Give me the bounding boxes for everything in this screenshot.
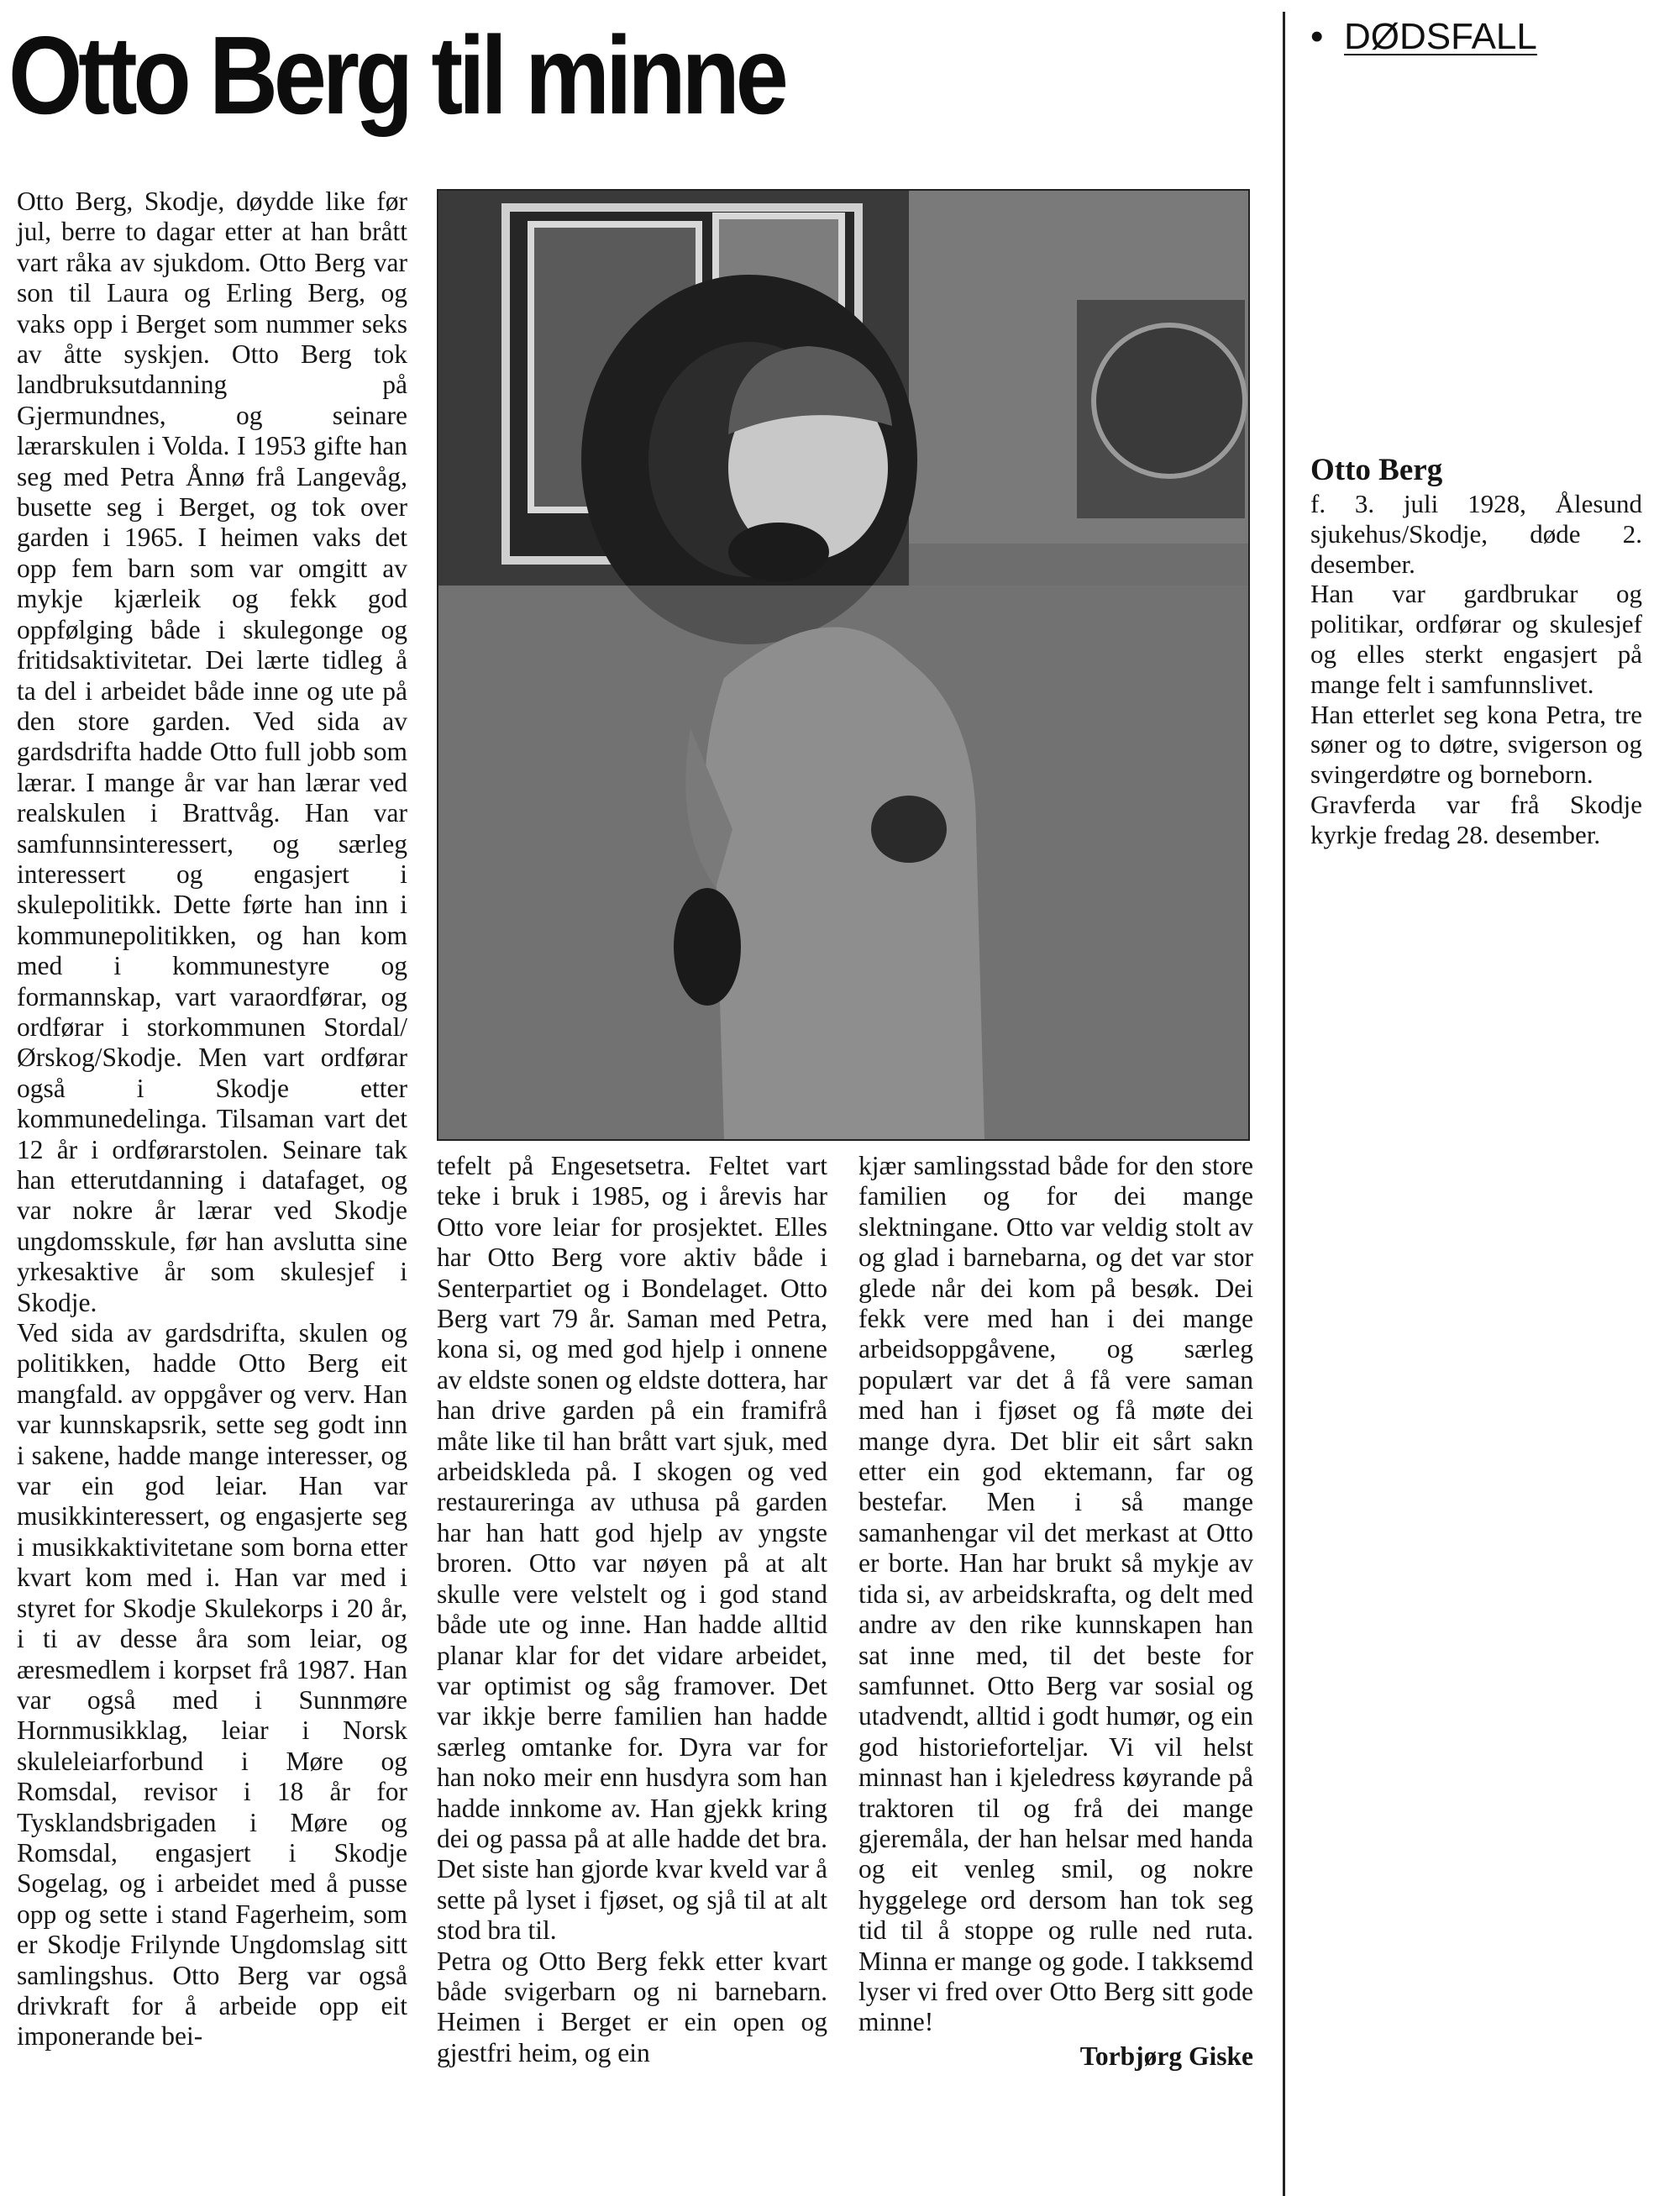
factbox-line: Han etterlet seg kona Petra, tre søner og to døtre, svigerson og svingerdøtre og borneborn. [1310,699,1642,790]
obituary-factbox [1310,454,1642,850]
headline: Otto Berg til minne [8,13,785,137]
photo-illustration [438,191,1248,1139]
factbox-line: f. 3. juli 1928, Ålesund sjukehus/Skodje, døde 2. desember. [1310,489,1642,579]
column-divider [1283,12,1285,2196]
factbox-line: Gravferda var frå Skodje kyrkje fredag 28. desember. [1310,789,1642,849]
section-label: DØDSFALL [1344,16,1537,57]
bullet-icon: • [1310,16,1324,57]
article-paragraph: tefelt på Engesetsetra. Feltet vart teke i bruk i 1985, og i årevis har Otto vore leiar for prosjektet. Elles har Otto Berg vore aktiv både i Senterpartiet og i Bondelaget. Otto Berg vart 79 år. Saman med Petra, kona si, og med god hjelp i onnene av eldste sonen og eldste dottera, har han drive garden på ein framifrå måte like til han brått vart sjuk, med arbeidskleda på. I skogen og ved restaureringa av uthusa på garden har han hatt god hjelp av yngste broren. Otto var nøyen på at alt skulle vere velstelt og i god stand både ute og inne. Han hadde alltid planar klar for det vidare arbeidet, var optimist og såg framover. Det var ikkje berre familien han hadde særleg omtanke for. Dyra var for han noko meir enn husdyra som han hadde innkome av. Han gjekk kring dei og passa på at alle hadde det bra. Det siste han gjorde kvar kveld var å sette på lyset i fjøset, og sjå til at alt stod bra til. [437,1151,827,1946]
portrait-photo [437,189,1250,1141]
section-tag [1310,12,1613,62]
article-paragraph: Ved sida av gardsdrifta, skulen og politikken, hadde Otto Berg eit mangfald. av oppgåver og verv. Han var kunnskapsrik, sette seg godt inn i sakene, hadde mange interesser, og var ein god leiar. Han var musikkinteressert, og engasjerte seg i musikkaktivitetane som borna etter kvart kom med i. Han var med i styret for Skodje Skulekorps i 20 år, i ti av desse åra som leiar, og æresmedlem i korpset frå 1987. Han var også med i Sunnmøre Hornmusikklag, leiar i Norsk skuleleiarforbund i Møre og Romsdal, revisor i 18 år for Tysklandsbrigaden i Møre og Romsdal, engasjert i Skodje Sogelag, og i arbeidet med å pusse opp og sette i stand Fagerheim, som er Skodje Frilynde Ungdomslag sitt samlingshus. Otto Berg var også drivkraft for å arbeide opp eit imponerande bei- [17,1318,407,2052]
article-column-3 [858,1151,1253,2072]
factbox-line: Han var gardbrukar og politikar, ordførar og skulesjef og elles sterkt engasjert på mange felt i samfunnslivet. [1310,579,1642,699]
article-paragraph: Petra og Otto Berg fekk etter kvart både svigerbarn og ni barnebarn. Heimen i Berget er ein open og gjestfri heim, og ein [437,1946,827,2067]
article-paragraph: Otto Berg, Skodje, døydde like før jul, berre to dagar etter at han brått vart råka av sjukdom. Otto Berg var son til Laura og Erling Berg, og vaks opp i Berget som nummer seks av åtte syskjen. Otto Berg tok landbruksutdanning på Gjermundnes, og seinare lærarskulen i Volda. I 1953 gifte han seg med Petra Ånnø frå Langevåg, busette seg i Berget, og tok over garden i 1965. I heimen vaks det opp fem barn som var omgitt av mykje kjærleik og fekk god oppfølging både i skulegonge og fritidsaktivitetar. Dei lærte tidleg å ta del i arbeidet både inne og ute på den store garden. Ved sida av gardsdrifta hadde Otto full jobb som lærar. I mange år var han lærar ved realskulen i Brattvåg. Han var samfunnsinteressert, og særleg interessert og engasjert i skulepolitikk. Dette førte han inn i kommunepolitikken, og han kom med i kommunestyre og formannskap, vart varaordførar, og ordførar i storkommunen Stordal/Ørskog/Skodje. Men vart ordførar også i Skodje etter kommunedelinga. Tilsaman vart det 12 år i ordførarstolen. Seinare tak han etterutdanning i datafaget, og var nokre år lærar ved Skodje ungdomsskule, før han avslutta sine yrkesaktive år som skulesjef i Skodje. [17,187,407,1317]
article-paragraph: kjær samlingsstad både for den store familien og for dei mange slektningane. Otto var veldig stolt av og glad i barnebarna, og det var stor glede når dei kom på besøk. Dei fekk vere med han i dei mange arbeidsoppgåvene, og særleg populært var det å få vere saman med han i fjøset og få møte dei mange dyra. Det blir eit sårt sakn etter ein god ektemann, far og bestefar. Men i så mange samanhengar vil det merkast at Otto er borte. Han har brukt så mykje av tida si, av arbeidskrafta, og delt med andre av den rike kunnskapen han sat inne med, til det beste for samfunnet. Otto Berg var sosial og utadvendt, alltid i godt humør, og ein god historieforteljar. Vi vil helst minnast han i kjeledress køyrande på traktoren til og frå dei mange gjeremåla, der han helsar med handa og eit venleg smil, og nokre hyggelege ord dersom han tok seg tid til å stoppe og rulle ned ruta. Minna er mange og gode. I takksemd lyser vi fred over Otto Berg sitt gode minne! [858,1151,1253,2037]
factbox-name: Otto Berg [1310,453,1443,487]
article-column-1 [17,187,407,2052]
article-column-2 [437,1151,827,2068]
author-signature: Torbjørg Giske [1079,2041,1253,2071]
